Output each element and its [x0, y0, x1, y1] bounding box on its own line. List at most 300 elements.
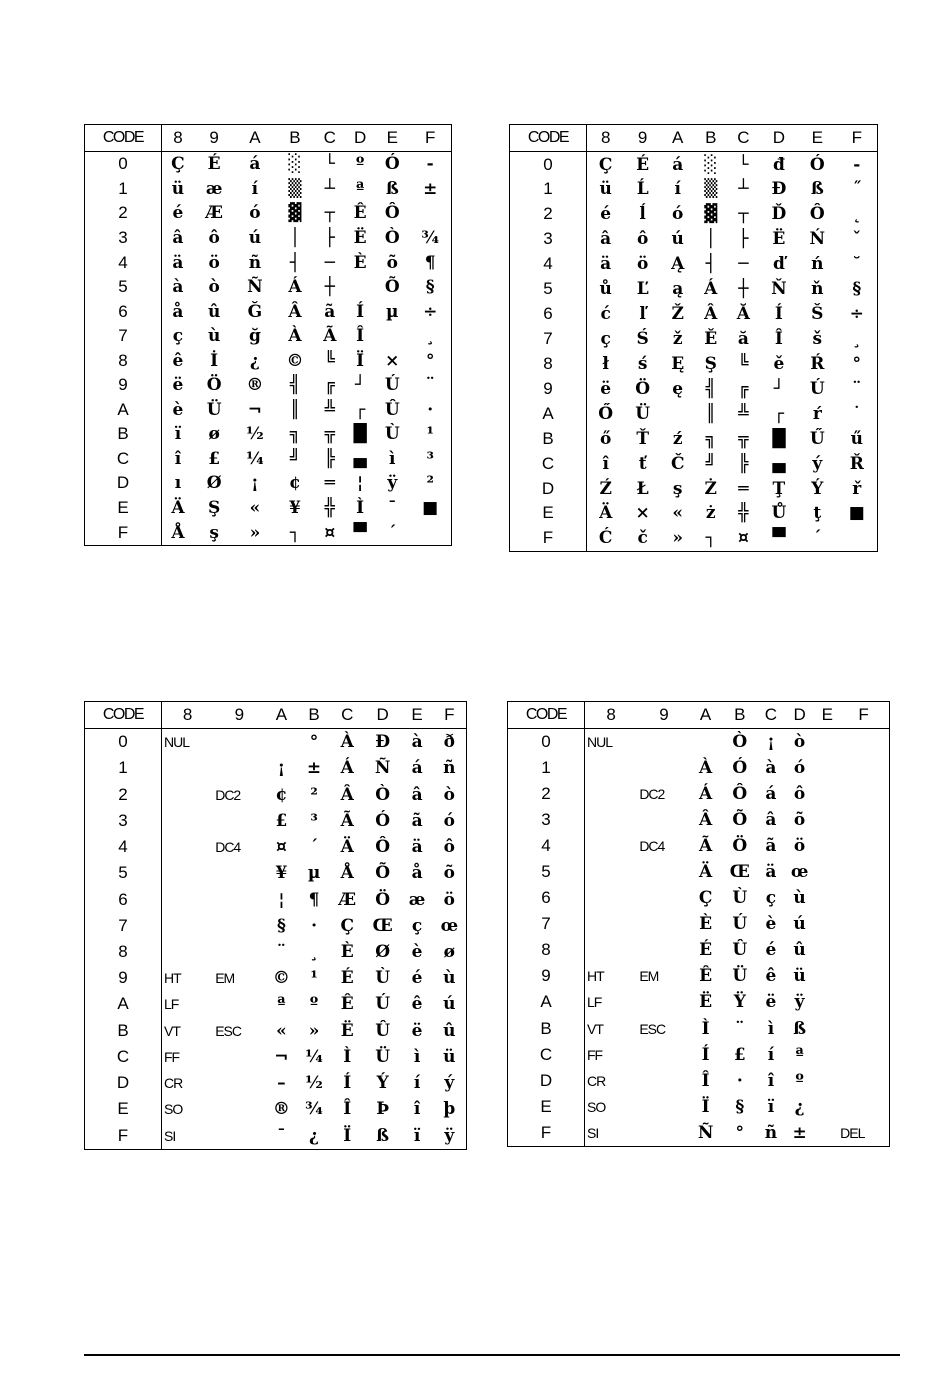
char-cell: [162, 886, 214, 912]
char-cell: Ö: [206, 375, 222, 396]
char-cell: -: [426, 154, 434, 175]
char-cell: ž: [672, 329, 683, 350]
table-row: [508, 963, 890, 989]
char-cell: ÷: [423, 301, 438, 322]
char-cell: [637, 1120, 690, 1147]
char-cell: Ý: [811, 478, 824, 499]
char-cell: ±: [792, 1122, 807, 1143]
char-cell: ¯: [388, 498, 397, 519]
char-cell: Û: [732, 940, 748, 961]
char-cell: Ï: [343, 1125, 352, 1146]
char-cell: ¿: [249, 350, 260, 371]
char-cell: [585, 911, 638, 937]
char-cell: ╩: [324, 399, 335, 420]
row-code: F: [510, 526, 587, 552]
table-row: [510, 202, 878, 227]
char-cell: ù: [207, 326, 221, 347]
char-cell: ã: [765, 836, 777, 857]
char-cell: Ø: [206, 473, 222, 494]
char-cell: ň: [811, 279, 824, 300]
char-cell: ¿: [309, 1125, 320, 1146]
char-cell: [162, 939, 214, 965]
row-code: 7: [85, 324, 162, 349]
char-cell: õ: [793, 810, 806, 831]
row-code: 4: [508, 833, 585, 859]
table-row: [85, 422, 452, 447]
column-header: C: [331, 702, 364, 729]
char-cell: ─: [324, 252, 335, 273]
table-row: [85, 808, 467, 834]
char-cell: É: [699, 940, 713, 961]
char-cell: °: [735, 1122, 745, 1143]
char-cell: ą: [672, 279, 684, 300]
char-cell: [213, 1044, 265, 1070]
char-cell: é: [172, 203, 184, 224]
char-cell: Ť: [636, 428, 649, 449]
char-cell: Ë: [353, 228, 367, 249]
char-cell: ý: [444, 1073, 455, 1094]
row-code: 3: [85, 226, 162, 251]
char-cell: «: [276, 1020, 287, 1041]
char-cell: è: [172, 399, 184, 420]
char-cell: Ó: [809, 154, 825, 175]
char-cell: ¥: [289, 498, 301, 519]
char-cell: ESC: [639, 1020, 666, 1037]
column-header: 9: [213, 702, 265, 729]
char-cell: å: [172, 301, 184, 322]
row-code: B: [85, 422, 162, 447]
char-cell: ë: [172, 375, 184, 396]
char-cell: ÷: [849, 304, 864, 325]
table-row: [508, 729, 890, 756]
char-cell: [837, 526, 878, 552]
char-cell: Ń: [809, 229, 826, 250]
row-code: F: [85, 520, 162, 545]
char-cell: ö: [443, 889, 455, 910]
char-cell: [661, 401, 694, 426]
row-code: F: [85, 1122, 162, 1149]
char-cell: à: [411, 732, 423, 753]
char-cell: FF: [587, 1046, 603, 1063]
char-cell: SO: [164, 1101, 183, 1118]
char-cell: ù: [443, 968, 456, 989]
char-cell: ÿ: [444, 1125, 455, 1146]
table-row: [510, 351, 878, 376]
char-cell: ▀: [353, 522, 367, 543]
char-cell: DC4: [215, 839, 241, 856]
char-cell: Ř: [849, 453, 864, 474]
char-cell: [838, 807, 889, 833]
char-cell: ö: [793, 836, 806, 857]
row-code: 8: [510, 351, 587, 376]
char-cell: ·: [427, 399, 434, 420]
char-cell: È: [340, 942, 354, 963]
table-row: [508, 833, 890, 859]
char-cell: Ö: [375, 889, 391, 910]
char-cell: [585, 937, 638, 963]
char-cell: Ê: [353, 203, 367, 224]
char-cell: ¹: [426, 424, 434, 445]
char-cell: [816, 1120, 838, 1147]
row-code: 3: [510, 227, 587, 252]
char-cell: °: [309, 732, 319, 753]
char-cell: [838, 729, 889, 756]
char-cell: ±: [423, 178, 438, 199]
char-cell: [162, 808, 214, 834]
row-code: D: [508, 1068, 585, 1094]
char-cell: í: [674, 179, 681, 200]
character-table: [84, 124, 452, 546]
table-row: [508, 989, 890, 1015]
char-cell: ╝: [289, 448, 301, 469]
char-cell: [637, 859, 690, 885]
char-cell: Ë: [699, 992, 713, 1013]
char-cell: ╬: [738, 503, 749, 524]
char-cell: Č: [670, 453, 685, 474]
char-cell: ç: [411, 915, 423, 936]
char-cell: Ñ: [247, 277, 263, 298]
char-cell: â: [765, 810, 777, 831]
char-cell: ┼: [738, 279, 749, 300]
char-cell: █: [353, 424, 367, 445]
char-cell: Î: [774, 329, 783, 350]
row-code: B: [85, 1018, 162, 1044]
table-row: [85, 939, 467, 965]
char-cell: š: [812, 329, 823, 350]
char-cell: »: [249, 522, 261, 543]
char-cell: œ: [790, 862, 809, 883]
char-cell: Ç: [598, 154, 613, 175]
char-cell: ¤: [737, 528, 749, 549]
row-code: 2: [85, 782, 162, 808]
char-cell: Õ: [375, 863, 391, 884]
char-cell: §: [425, 277, 435, 298]
char-cell: [213, 886, 265, 912]
char-cell: ÿ: [794, 992, 805, 1013]
char-cell: ¼: [246, 448, 264, 469]
code-column-header: CODE: [508, 702, 585, 729]
char-cell: µ: [307, 863, 321, 884]
column-header: C: [727, 125, 760, 152]
row-code: 0: [85, 729, 162, 756]
char-cell: ő: [600, 428, 612, 449]
char-cell: [816, 781, 838, 807]
row-code: 7: [510, 327, 587, 352]
char-cell: ¿: [794, 1096, 805, 1117]
table-row: [510, 152, 878, 178]
char-cell: ¬: [274, 1046, 289, 1067]
char-cell: Ę: [671, 353, 685, 374]
char-cell: ■: [848, 503, 865, 524]
char-cell: û: [793, 940, 806, 961]
row-code: 2: [510, 202, 587, 227]
char-cell: Ö: [635, 378, 651, 399]
row-code: E: [510, 501, 587, 526]
char-cell: ■: [422, 498, 439, 519]
char-cell: è: [765, 914, 777, 935]
char-cell: ┬: [738, 204, 749, 225]
char-cell: û: [207, 301, 221, 322]
char-cell: ú: [248, 228, 262, 249]
char-cell: ├: [324, 228, 335, 249]
char-cell: DC4: [639, 838, 665, 855]
char-cell: ¬: [247, 399, 263, 420]
char-cell: á: [249, 154, 261, 175]
char-cell: ¦: [357, 473, 364, 494]
char-cell: À: [698, 758, 713, 779]
char-cell: Ê: [340, 994, 354, 1015]
char-cell: Á: [288, 277, 302, 298]
char-cell: ź: [672, 428, 683, 449]
char-cell: °: [425, 350, 435, 371]
char-cell: Œ: [729, 862, 750, 883]
char-cell: [816, 937, 838, 963]
char-cell: Œ: [372, 915, 393, 936]
char-cell: Î: [343, 1099, 352, 1120]
char-cell: £: [275, 810, 288, 831]
column-header: D: [364, 702, 402, 729]
footer-rule: [84, 1354, 900, 1356]
table-row: [85, 324, 452, 349]
table-row: [85, 782, 467, 808]
table-row: [510, 401, 878, 426]
char-cell: ╗: [289, 424, 301, 445]
char-cell: ║: [705, 403, 716, 424]
char-cell: ┐: [705, 528, 716, 549]
char-cell: Ã: [340, 810, 354, 831]
char-cell: ş: [209, 522, 219, 543]
table-row: [510, 451, 878, 476]
char-cell: ¡: [767, 732, 775, 753]
column-header: 8: [162, 702, 214, 729]
char-cell: ľ: [639, 304, 646, 325]
char-cell: DC2: [215, 786, 241, 803]
char-cell: Ő: [598, 403, 614, 424]
char-cell: ç: [765, 888, 777, 909]
char-cell: Ś: [636, 329, 649, 350]
char-cell: ń: [811, 254, 824, 275]
char-cell: Ď: [771, 204, 787, 225]
table-row: [508, 1120, 890, 1147]
char-cell: [838, 1042, 889, 1068]
char-cell: ·: [736, 1070, 743, 1091]
char-cell: ó: [443, 810, 455, 831]
char-cell: Ŕ: [810, 353, 825, 374]
code-column-header: CODE: [510, 125, 587, 152]
row-code: D: [510, 476, 587, 501]
char-cell: ç: [600, 329, 611, 350]
table-row: [85, 275, 452, 300]
char-cell: Õ: [732, 810, 748, 831]
char-cell: [816, 885, 838, 911]
char-cell: ©: [272, 968, 290, 989]
column-header: 8: [587, 125, 625, 152]
char-cell: ñ: [248, 252, 262, 273]
char-cell: [585, 807, 638, 833]
char-cell: î: [767, 1070, 775, 1091]
char-cell: Ì: [343, 1046, 352, 1067]
char-cell: Ć: [598, 528, 613, 549]
char-cell: ┘: [354, 375, 366, 396]
char-cell: ª: [795, 1044, 804, 1065]
char-cell: ═: [324, 473, 335, 494]
char-cell: [213, 755, 265, 781]
char-cell: ò: [793, 732, 806, 753]
column-header: E: [375, 125, 409, 152]
char-cell: CR: [587, 1072, 606, 1089]
char-cell: è: [411, 942, 423, 963]
char-cell: »: [672, 528, 684, 549]
table-row: [510, 302, 878, 327]
table-row: [510, 376, 878, 401]
row-code: 9: [85, 965, 162, 991]
char-cell: µ: [386, 301, 399, 322]
char-cell: ù: [793, 888, 806, 909]
char-cell: Ú: [732, 914, 748, 935]
table-row: [510, 526, 878, 552]
char-cell: DEL: [840, 1124, 865, 1141]
char-cell: Ô: [375, 837, 391, 858]
char-cell: ç: [172, 326, 184, 347]
char-cell: [816, 729, 838, 756]
row-code: 5: [85, 860, 162, 886]
column-header: 8: [162, 125, 194, 152]
char-cell: ¾: [305, 1099, 323, 1120]
char-cell: ô: [636, 229, 649, 250]
char-cell: ▄: [772, 453, 786, 474]
row-code: 2: [508, 781, 585, 807]
char-cell: À: [340, 732, 354, 753]
char-cell: ╚: [324, 350, 335, 371]
char-cell: [816, 963, 838, 989]
char-cell: Ä: [599, 503, 613, 524]
char-cell: Ò: [375, 784, 391, 805]
char-cell: Í: [343, 1073, 352, 1094]
char-cell: ú: [443, 994, 456, 1015]
char-cell: [213, 1122, 265, 1149]
char-cell: Ü: [206, 399, 222, 420]
table-row: [508, 1042, 890, 1068]
table-row: [85, 299, 452, 324]
char-cell: Ó: [732, 758, 748, 779]
char-cell: ¤: [275, 837, 287, 858]
char-cell: Á: [698, 784, 713, 805]
row-code: 0: [85, 152, 162, 177]
character-table: [507, 701, 890, 1147]
char-cell: ²: [426, 473, 434, 494]
char-cell: É: [207, 154, 221, 175]
char-cell: ã: [411, 810, 423, 831]
row-code: D: [85, 471, 162, 496]
char-cell: Ã: [698, 836, 713, 857]
char-cell: Ü: [732, 966, 748, 987]
char-cell: ¨: [735, 1018, 745, 1039]
char-cell: ¯: [277, 1125, 286, 1146]
char-cell: ĺ: [639, 204, 646, 225]
char-cell: ±: [306, 758, 322, 779]
char-cell: ¼: [305, 1046, 323, 1067]
char-cell: ř: [852, 478, 862, 499]
table-row: [85, 398, 452, 423]
table-row: [85, 201, 452, 226]
table-row: [508, 885, 890, 911]
char-cell: ð: [443, 732, 455, 753]
char-cell: Ÿ: [733, 992, 746, 1013]
char-cell: [162, 834, 214, 860]
char-cell: đ: [772, 154, 785, 175]
char-cell: é: [411, 968, 423, 989]
char-cell: ê: [411, 994, 423, 1015]
char-cell: č: [637, 528, 648, 549]
table-row: [85, 1122, 467, 1149]
char-cell: ¤: [324, 522, 336, 543]
char-cell: [838, 781, 889, 807]
char-cell: Å: [171, 522, 185, 543]
char-cell: ł: [602, 353, 609, 374]
char-cell: â: [411, 784, 423, 805]
row-code: A: [508, 989, 585, 1015]
char-cell: [838, 833, 889, 859]
char-cell: ═: [738, 478, 749, 499]
char-cell: [838, 1094, 889, 1120]
char-cell: ²: [310, 784, 318, 805]
char-cell: í: [413, 1073, 421, 1094]
char-cell: İ: [210, 350, 219, 371]
char-cell: Á: [704, 279, 718, 300]
char-cell: Ë: [772, 229, 786, 250]
character-table: [509, 124, 878, 552]
char-cell: [816, 1016, 838, 1042]
table-row: [85, 471, 452, 496]
char-cell: Ó: [384, 154, 400, 175]
char-cell: ý: [812, 453, 823, 474]
char-cell: [838, 755, 889, 781]
char-cell: º: [355, 154, 365, 175]
column-header: D: [760, 125, 798, 152]
column-header: D: [345, 125, 375, 152]
char-cell: ä: [765, 862, 777, 883]
char-cell: [162, 755, 214, 781]
char-cell: ├: [738, 229, 749, 250]
char-cell: ď: [772, 254, 785, 275]
char-cell: ½: [246, 424, 264, 445]
char-cell: Â: [288, 301, 302, 322]
char-cell: Ľ: [636, 279, 649, 300]
char-cell: õ: [443, 863, 455, 884]
char-cell: Ž: [671, 304, 684, 325]
char-cell: ô: [793, 784, 806, 805]
char-cell: »: [308, 1020, 320, 1041]
char-cell: [585, 755, 638, 781]
column-header: B: [694, 125, 727, 152]
char-cell: Ì: [701, 1018, 710, 1039]
char-cell: [585, 885, 638, 911]
char-cell: ¸: [852, 329, 861, 350]
table-row: [508, 781, 890, 807]
char-cell: └: [324, 154, 335, 175]
char-cell: Ý: [376, 1073, 389, 1094]
char-cell: ¨: [425, 375, 435, 396]
char-cell: ░: [704, 154, 718, 175]
column-header: B: [275, 125, 314, 152]
char-cell: –: [277, 1073, 286, 1094]
char-cell: Ü: [635, 403, 651, 424]
char-cell: Ĺ: [636, 179, 649, 200]
char-cell: [162, 782, 214, 808]
row-code: 5: [85, 275, 162, 300]
char-cell: ã: [324, 301, 336, 322]
column-header: F: [838, 702, 889, 729]
